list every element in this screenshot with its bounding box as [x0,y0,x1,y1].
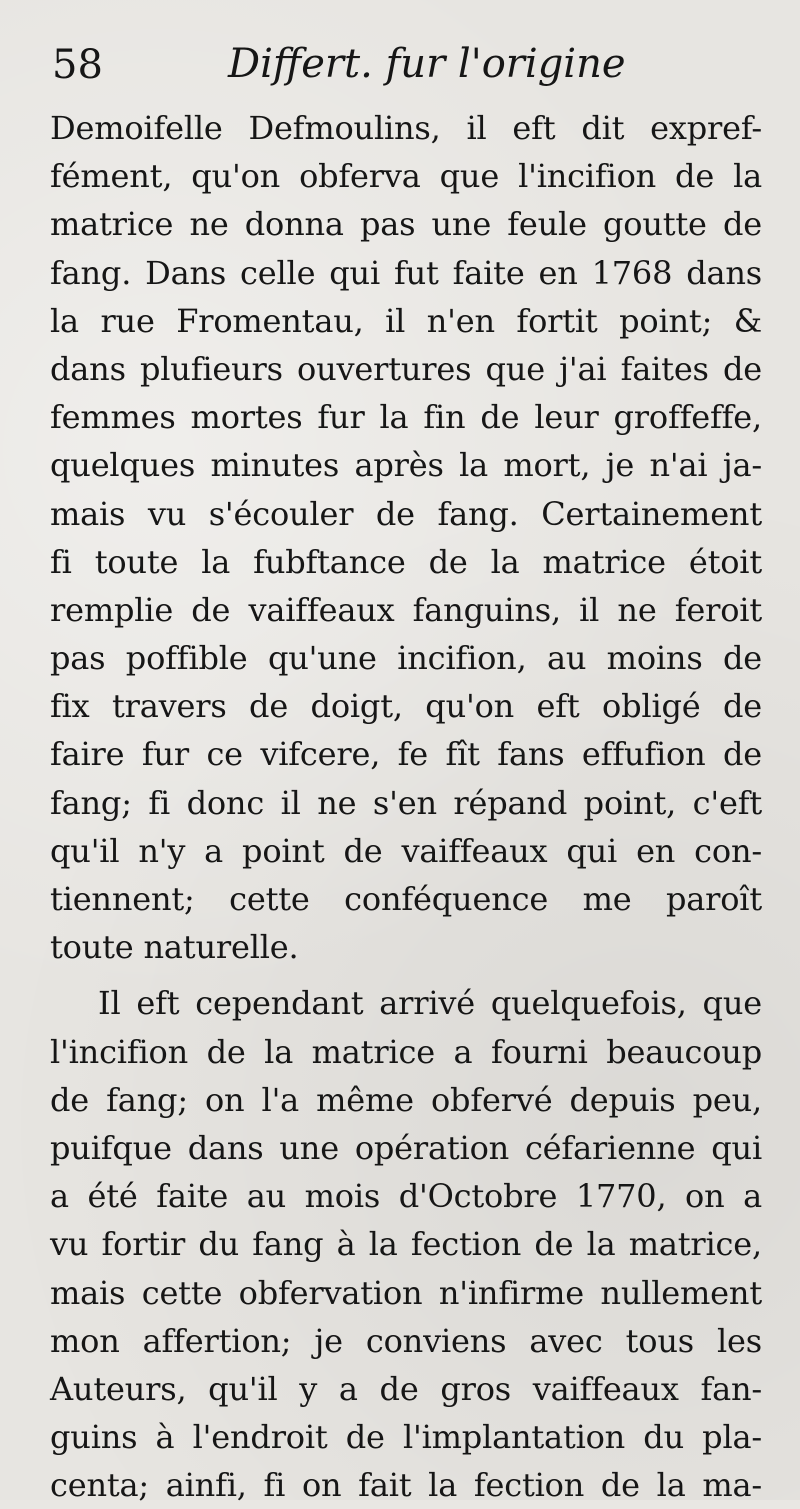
text-line: vu fortir du fang à la fection de la matrice, [50,1225,762,1264]
text-line: Demoifelle Defmoulins, il eft dit expref- [50,109,762,147]
text-line: fang; fi donc il ne s'en répand point, c'eft [50,783,762,822]
page-header [52,40,755,110]
main-text [50,104,762,1509]
text-line: faire fur ce vifcere, fe fît fans effufion de [50,735,762,774]
text-line: toute naturelle. [50,928,299,967]
text-line: remplie de vaiffeaux fanguins, il ne feroit [50,590,762,629]
text-line: femmes mortes fur la fin de leur groffeffe, [50,398,762,437]
text-line: l'incifion de la matrice a fourni beaucoup [50,1032,762,1071]
text-line: mon affertion; je conviens avec tous les [50,1321,762,1360]
text-line: qu'il n'y a point de vaiffeaux qui en con- [50,831,762,870]
page-number: 58 [52,42,103,88]
text-line: tiennent; cette conféquence me paroît [50,880,762,918]
text-line: quelques minutes après la mort, je n'ai ja- [50,446,762,485]
text-line: pas poffible qu'une incifion, au moins de [50,639,762,678]
paragraph-gap [50,971,762,979]
text-line: fang. Dans celle qui fut faite en 1768 dans [50,253,762,292]
text-line: centa; ainfi, fi on fait la fection de la ma- [50,1466,762,1505]
text-line: fix travers de doigt, qu'on eft obligé de [50,687,762,726]
text-line: mais cette obfervation n'infirme nullement [50,1273,762,1312]
text-line: a été faite au mois d'Octobre 1770, on a [50,1177,762,1216]
text-line: dans plufieurs ouvertures que j'ai faites de [50,349,762,388]
text-line: la rue Fromentau, il n'en fortit point; & [50,301,762,340]
running-title: Differt. fur l'origine [228,41,626,87]
text-line: de fang; on l'a même obfervé depuis peu, [50,1080,762,1119]
text-line: guins à l'endroit de l'implantation du pla- [50,1418,762,1457]
text-line: Auteurs, qu'il y a de gros vaiffeaux fan- [50,1369,762,1408]
text-line: fément, qu'on obferva que l'incifion de la [50,157,762,196]
text-line: Il eft cependant arrivé quelquefois, que [98,984,762,1023]
text-line: mais vu s'écouler de fang. Certainement [50,494,762,533]
text-line: matrice ne donna pas une feule goutte de [50,205,762,244]
text-line: puifque dans une opération céfarienne qui [50,1128,762,1167]
text-line: fi toute la fubftance de la matrice étoit [50,542,762,581]
